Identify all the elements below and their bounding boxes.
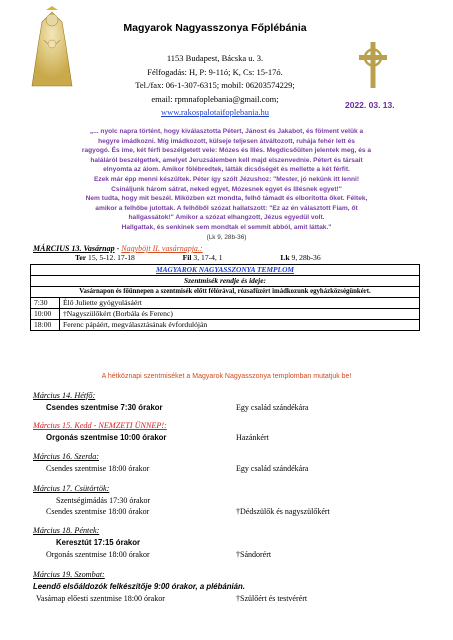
quote-line: „... nyolc napra történt, hogy kiválasztotta Pétert, Jánost és Jakabot, és fölment velük a	[89, 128, 364, 135]
phone: Tel./fax: 06-1-307-6315; mobil: 06203574229;	[135, 80, 295, 90]
website-link[interactable]: www.rakospalotaifoplebania.hu	[160, 107, 270, 117]
day-heading: Március 14. Hétfő:	[33, 391, 96, 400]
mary-statue-logo	[22, 6, 82, 90]
quote-line: Ezek már épp menni készültek. Péter így szólt Jézushoz: "Mester, jó nekünk itt lenni!	[93, 175, 360, 183]
office-hours: Félfogadás: H, P: 9-11ó; K, Cs: 15-17ó.	[147, 66, 283, 77]
mass-time: 18:00	[31, 320, 60, 331]
reading-label: Ter	[75, 253, 87, 262]
mass-intention: †Szülőért és testvérért	[236, 594, 308, 603]
reading-ref: 9, 28b-36	[291, 253, 321, 262]
sunday-day: MÁRCIUS 13. Vasárnap	[33, 244, 115, 253]
mass-line: Csendes szentmise 7:30 órakor	[46, 403, 163, 412]
sunday-feast: Nagyböjt II. vasárnapja.:	[121, 244, 203, 253]
schedule-header: Szentmisék rendje és ideje:	[31, 276, 420, 287]
quote-line: Nem tudta, hogy mit beszél. Miközben ezt mondta, felhő támadt és elborította őket. Féltek,	[85, 195, 368, 203]
sunday-heading: MÁRCIUS 13. Vasárnap - Nagyböjt II. vasárnapja.:	[33, 244, 203, 253]
mass-intention: Hazánkért	[236, 433, 269, 442]
reading-ref: 3, 17-4, 1	[193, 253, 223, 262]
contact-block	[90, 52, 340, 120]
reading-label: Lk	[280, 253, 290, 262]
day-heading: Március 15. Kedd - NEMZETI ÜNNEP!:	[33, 421, 167, 430]
table-row	[31, 309, 420, 320]
mass-line: Csendes szentmise 18:00 órakor	[46, 507, 150, 516]
quote-line: haláláról beszélgettek, amelyet Jeruzsálemben kell majd elszenvednie. Pétert és társait	[90, 156, 363, 164]
email: email: rpmnafoplebania@gmail.com;	[151, 93, 279, 104]
quote-line: hallgassátok!" Amikor a szózat elhangzott, Jézus egyedül volt.	[128, 214, 325, 222]
day-heading: Március 16. Szerda:	[33, 452, 100, 461]
bulletin-date: 2022. 03. 13.	[345, 100, 395, 110]
mass-intention: †Sándorért	[236, 550, 272, 559]
rosary-note: Vasárnapon és főünnepen a szentmisék előtt félórával, rózsafüzért imádkozunk egyházközségünkért.	[31, 287, 420, 298]
quote-line: elnyomta az álom. Amikor fölébredtek, látták dicsőségét és mellette a két férfit.	[103, 166, 350, 174]
mass-time: 7:30	[31, 298, 60, 309]
mass-line: Vasárnap előesti szentmise 18:00 órakor	[36, 594, 165, 603]
day-heading: Március 18. Péntek:	[33, 526, 100, 535]
day-heading: Március 19. Szombat:	[33, 570, 105, 579]
address: 1153 Budapest, Bácska u. 3.	[166, 53, 264, 63]
mass-line: Orgonás szentmise 18:00 órakor	[46, 550, 150, 559]
quote-line: amikor a felhőbe jutottak. A felhőből szózat hallatszott: "Ez az én választott Fiam, őt	[95, 204, 358, 212]
mass-line: Csendes szentmise 18:00 órakor	[46, 464, 150, 473]
mass-intention: Egy család szándékára	[236, 403, 309, 412]
reading-ref: 15, 5-12. 17-18	[88, 253, 135, 262]
mass-intention: Ferenc pápáért, megválasztásának évfordulóján	[60, 320, 420, 331]
gospel-quote	[15, 127, 438, 242]
readings	[75, 253, 321, 262]
mass-intention: Egy család szándékára	[236, 464, 309, 473]
church-name: MAGYAROK NAGYASSZONYA TEMPLOM	[31, 265, 420, 276]
first-communion-notice: Leendő elsőáldozók felkészítője 9:00 órakor, a plébánián.	[33, 582, 245, 591]
table-row	[31, 320, 420, 331]
parish-title: Magyarok Nagyasszonya Főplébánia	[123, 22, 307, 34]
weekday-note: A hétköznapi szentmiséket a Magyarok Nagyasszonya templomban mutatjuk be!	[101, 373, 352, 380]
quote-line: hegyre imádkozni. Míg imádkozott, külseje teljesen átváltozott, ruhája fehér lett és	[98, 137, 355, 145]
mass-line: Orgonás szentmise 10:00 órakor	[46, 433, 167, 442]
table-row	[31, 298, 420, 309]
reading-label: Fil	[182, 253, 192, 262]
mass-line: Szentségimádás 17:30 órakor	[56, 496, 151, 505]
mass-intention: †Nagyszülőkért (Borbála és Ferenc)	[60, 309, 420, 320]
quote-line: Hallgattak, és senkinek sem mondtak el semmit abból, amit láttak."	[121, 223, 332, 231]
mass-line: Keresztút 17:15 órakor	[56, 538, 141, 547]
mass-time: 10:00	[31, 309, 60, 320]
quote-reference: (Lk 9, 28b-36)	[206, 233, 247, 241]
quote-line: Csináljunk három sátrat, neked egyet, Mózesnek egyet és Illésnek egyet!"	[111, 185, 342, 193]
day-heading: Március 17. Csütörtök:	[33, 484, 110, 493]
celtic-cross-icon	[355, 42, 391, 88]
mass-schedule-table	[30, 264, 420, 331]
quote-line: ragyogó. És íme, két férfi beszélgetett vele: Mózes és Illés. Megdicsőülten jelentek meg, és a	[81, 147, 372, 155]
mass-intention: Élő Juliette gyógyulásáért	[60, 298, 420, 309]
mass-intention: †Dédszülők és nagyszülőkért	[236, 507, 330, 516]
